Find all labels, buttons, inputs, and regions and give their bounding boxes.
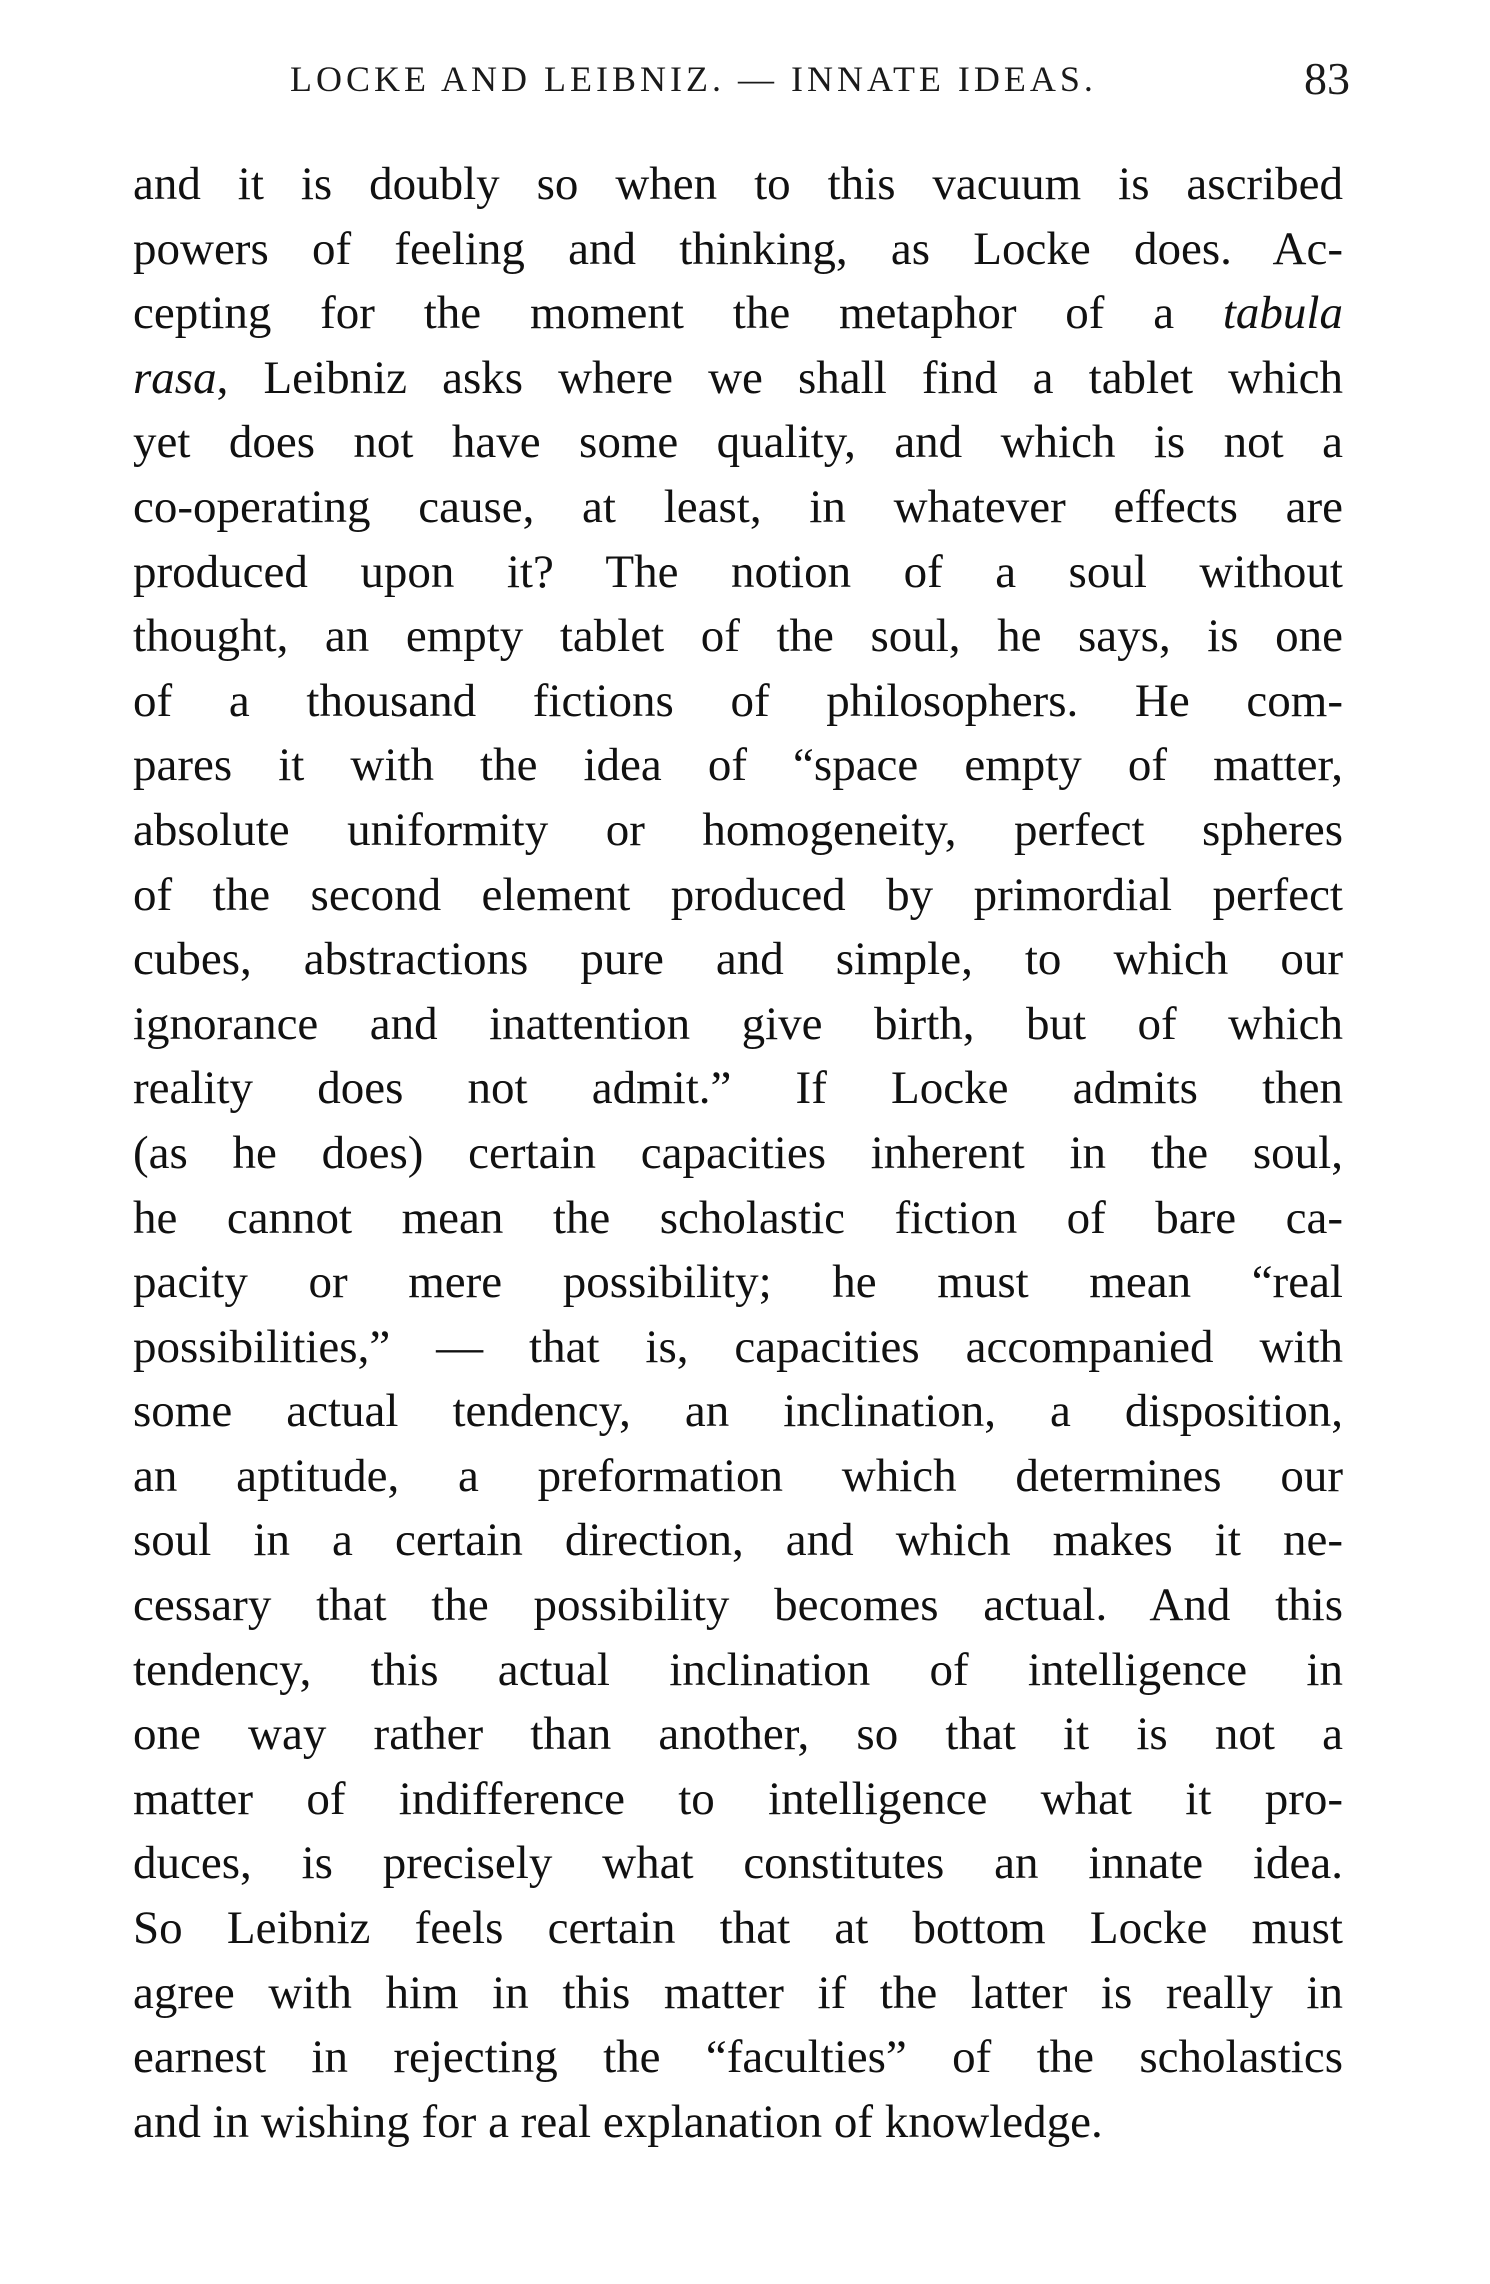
text-line: he cannot mean the scholastic fiction of bare ca- [133,1191,1343,1244]
text-run: , Leibniz asks where we shall find a tablet which [216,351,1343,404]
text-line: cubes, abstractions pure and simple, to which our [133,933,1343,986]
text-line: ignorance and inattention give birth, but of which [133,997,1343,1050]
text-line: agree with him in this matter if the latter is really in [133,1966,1343,2019]
text-line: produced upon it? The notion of a soul without [133,545,1343,598]
text-line: co-operating cause, at least, in whatever effects are [133,480,1343,533]
text-line: absolute uniformity or homogeneity, perfect spheres [133,803,1343,856]
running-head [290,52,1350,112]
text-line: (as he does) certain capacities inherent in the soul, [133,1126,1343,1179]
text-line: cessary that the possibility becomes actual. And this [133,1579,1343,1632]
page-number: 83 [1304,53,1350,104]
running-title: LOCKE AND LEIBNIZ. — INNATE IDEAS. [290,59,1097,99]
text-line: some actual tendency, an inclination, a disposition, [133,1385,1343,1438]
text-line: reality does not admit.” If Locke admits then [133,1062,1343,1115]
body-text [133,152,1343,2154]
text-line: one way rather than another, so that it is not a [133,1708,1343,1761]
text-line: possibilities,” — that is, capacities accompanied with [133,1320,1343,1373]
text-line: tendency, this actual inclination of intelligence in [133,1643,1343,1696]
text-line: of a thousand fictions of philosophers. He com- [133,674,1343,727]
text-line [133,281,1343,346]
text-line: So Leibniz feels certain that at bottom Locke must [133,1902,1343,1955]
text-line: pares it with the idea of “space empty of matter, [133,739,1343,792]
text-line: of the second element produced by primordial perfect [133,868,1343,921]
text-line: earnest in rejecting the “faculties” of the scholastics [133,2031,1343,2084]
text-line: pacity or mere possibility; he must mean “real [133,1256,1343,1309]
text-run: cepting for the moment the metaphor of a [133,287,1223,340]
text-line: and in wishing for a real explanation of knowledge. [133,2095,1103,2148]
text-line: duces, is precisely what constitutes an innate idea. [133,1837,1343,1890]
text-line: soul in a certain direction, and which makes it ne- [133,1514,1343,1567]
italic-term: rasa [133,351,217,404]
text-line: yet does not have some quality, and which is not a [133,416,1343,469]
text-line: an aptitude, a preformation which determines our [133,1449,1343,1502]
italic-term: tabula [1222,287,1343,340]
text-line: matter of indifference to intelligence what it pro- [133,1772,1343,1825]
text-line [133,346,1343,411]
text-line: and it is doubly so when to this vacuum is ascribed [133,158,1343,210]
text-line: powers of feeling and thinking, as Locke does. Ac- [133,222,1343,275]
text-line: thought, an empty tablet of the soul, he says, is one [133,610,1343,663]
